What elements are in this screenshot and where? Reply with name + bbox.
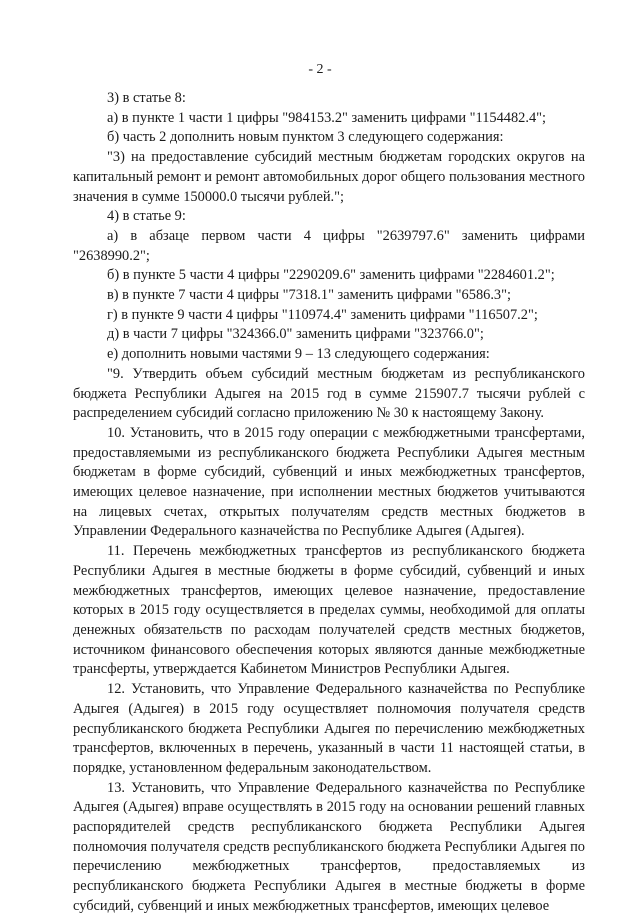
paragraph-article-9-b: б) в пункте 5 части 4 цифры "2290209.6" заменить цифрами "2284601.2"; bbox=[107, 267, 555, 284]
paragraph-article-8-a: а) в пункте 1 части 1 цифры "984153.2" заменить цифрами "1154482.4"; bbox=[107, 109, 547, 126]
paragraph-part-10: 10. Установить, что в 2015 году операции с межбюджетными трансфертами, предоставляемыми из республиканского бюджета Республики Адыгея местным бюджетам в форме субсидий, субвенций и иных межбюджетных трансфертов, имеющих целевое назначение, при исполнении местных бюджетов учитываются на лицевых счетах, открытых получателям средств местных бюджетов в Управлении Федерального казначейства по Республике Адыгея (Адыгея). bbox=[73, 424, 585, 540]
paragraph-part-13: 13. Установить, что Управление Федерального казначейства по Республике Адыгея (Адыгея) вправе осуществлять в 2015 году на основании решений главных распорядителей средств республиканского бюджета Республики Адыгея полномочия получателя средств республиканского бюджета Республики Адыгея по перечислению межбюджетных трансфертов, предоставляемых из республиканского бюджета Республики Адыгея в местные бюджеты в форме субсидий, субвенций и иных межбюджетных трансфертов, имеющих целевое bbox=[73, 779, 585, 914]
paragraph-article-8-b: б) часть 2 дополнить новым пунктом 3 следующего содержания: bbox=[107, 129, 504, 146]
paragraph-part-12: 12. Установить, что Управление Федерального казначейства по Республике Адыгея (Адыгея) в 2015 году осуществляет полномочия получателя средств республиканского бюджета Республики Адыгея по перечислению межбюджетных трансфертов, включенных в перечень, указанный в части 11 настоящей статьи, в порядке, установленном федеральным законодательством. bbox=[73, 681, 585, 776]
paragraph-article-9-a: а) в абзаце первом части 4 цифры "2639797.6" заменить цифрами "2638990.2"; bbox=[73, 227, 585, 264]
paragraph-article-9-e: е) дополнить новыми частями 9 – 13 следующего содержания: bbox=[107, 346, 490, 363]
paragraph-article-9-d: д) в части 7 цифры "324366.0" заменить цифрами "323766.0"; bbox=[107, 326, 484, 343]
document-body bbox=[73, 89, 585, 917]
paragraph-article-8-heading: 3) в статье 8: bbox=[107, 90, 186, 106]
paragraph-article-9-g: г) в пункте 9 части 4 цифры "110974.4" заменить цифрами "116507.2"; bbox=[107, 306, 538, 323]
page-number: - 2 - bbox=[308, 62, 332, 77]
paragraph-part-11: 11. Перечень межбюджетных трансфертов из республиканского бюджета Республики Адыгея в местные бюджеты в форме субсидий, субвенций и иных межбюджетных трансфертов, имеющих целевое назначение, предоставление которых в 2015 году осуществляется в пределах суммы, необходимой для оплаты денежных обязательств по расходам получателей средств местных бюджетов, источником финансового обеспечения которых являются данные межбюджетные трансферты, утверждается Кабинетом Министров Республики Адыгея. bbox=[73, 543, 585, 678]
paragraph-part-9: "9. Утвердить объем субсидий местным бюджетам из республиканского бюджета Республики Адыгея на 2015 год в сумме 215907.7 тысячи рублей с распределением субсидий согласно приложению № 30 к настоящему Закону. bbox=[73, 365, 585, 422]
paragraph-article-9-heading: 4) в статье 9: bbox=[107, 208, 186, 225]
paragraph-article-8-b-quote: "3) на предоставление субсидий местным бюджетам городских округов на капитальный ремонт и ремонт автомобильных дорог общего пользования местного значения в сумме 150000.0 тысячи рублей."; bbox=[73, 149, 585, 205]
paragraph-article-9-v: в) в пункте 7 части 4 цифры "7318.1" заменить цифрами "6586.3"; bbox=[107, 287, 511, 304]
